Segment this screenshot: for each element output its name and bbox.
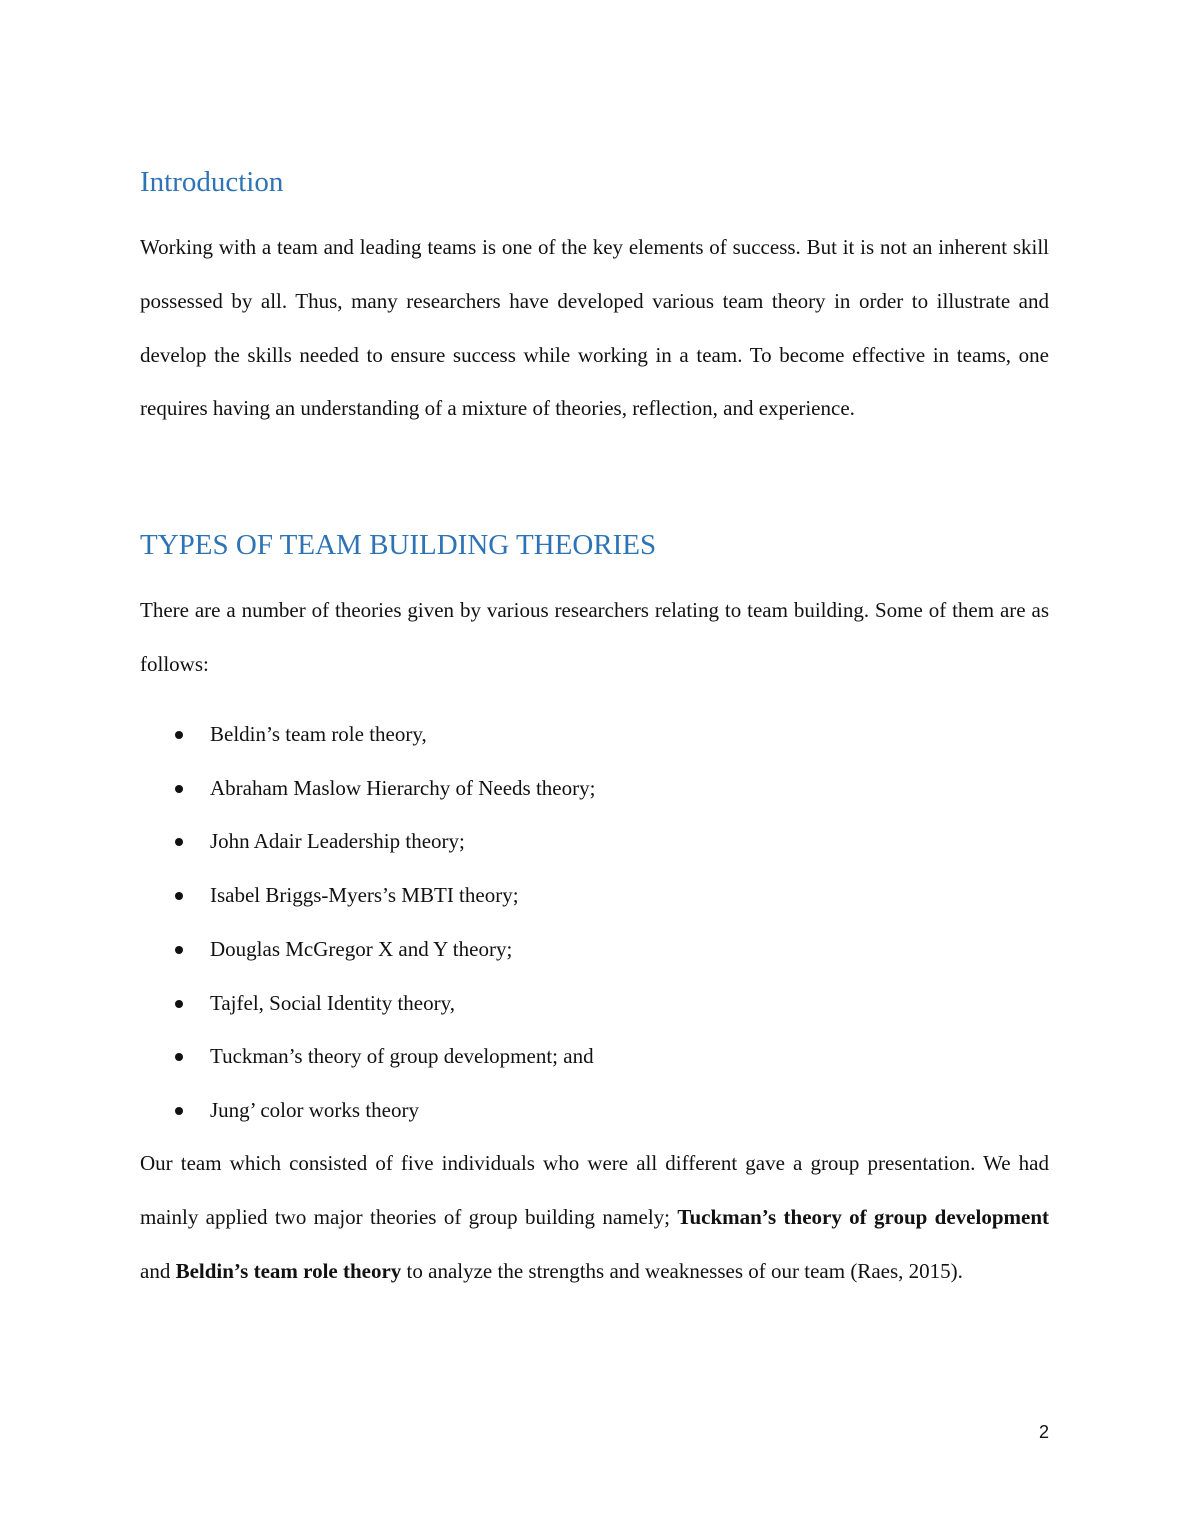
bullet-icon [175, 838, 183, 846]
list-item-text: Jung’ color works theory [210, 1097, 419, 1122]
bullet-icon [175, 1053, 183, 1061]
bullet-icon [175, 731, 183, 739]
list-item [140, 923, 595, 977]
page-number: 2 [1038, 1422, 1049, 1442]
list-item-text: Tajfel, Social Identity theory, [210, 990, 456, 1015]
theories-intro-paragraph: There are a number of theories given by various researchers relating to team building. Some of them are as follows: [140, 598, 1049, 676]
team-paragraph-conjunction: and [140, 1258, 176, 1283]
theories-list [140, 708, 595, 1138]
introduction-paragraph: Working with a team and leading teams is one of the key elements of success. But it is not an inherent skill possessed by all. Thus, many researchers have developed various team theory in order to illustrate and develop the skills needed to ensure success while working in a team. To become effective in teams, one requires having an understanding of a mixture of theories, reflection, and experience. [140, 235, 1049, 421]
list-item [140, 1084, 595, 1138]
list-item-text: John Adair Leadership theory; [210, 829, 465, 854]
list-item [140, 869, 595, 923]
list-item [140, 762, 595, 816]
list-item [140, 977, 595, 1031]
tuckman-theory-bold: Tuckman’s theory of group development [677, 1204, 1049, 1229]
list-item [140, 815, 595, 869]
team-building-theories-heading: TYPES OF TEAM BUILDING THEORIES [140, 529, 657, 561]
bullet-icon [175, 1107, 183, 1115]
list-item [140, 1030, 595, 1084]
list-item-text: Beldin’s team role theory, [210, 722, 427, 746]
bullet-icon [175, 946, 183, 954]
list-item-text: Douglas McGregor X and Y theory; [210, 936, 513, 961]
beldin-theory-bold: Beldin’s team role theory [175, 1258, 402, 1283]
bullet-icon [175, 892, 183, 900]
list-item [140, 708, 595, 762]
bullet-icon [175, 785, 183, 793]
list-item-text: Abraham Maslow Hierarchy of Needs theory; [210, 775, 596, 800]
list-item-text: Isabel Briggs-Myers’s MBTI theory; [210, 883, 519, 908]
introduction-heading: Introduction [140, 166, 284, 198]
team-presentation-paragraph [140, 1137, 1049, 1298]
list-item-text: Tuckman’s theory of group development; and [210, 1044, 594, 1069]
document-page [140, 0, 1049, 1540]
bullet-icon [175, 1000, 183, 1008]
team-paragraph-text: Our team which consisted of five individuals who were all different gave a group presentation. We had mainly applied two major theories of group building namely; [140, 1151, 1049, 1229]
team-paragraph-ending: to analyze the strengths and weaknesses of our team (Raes, 2015). [401, 1258, 963, 1283]
